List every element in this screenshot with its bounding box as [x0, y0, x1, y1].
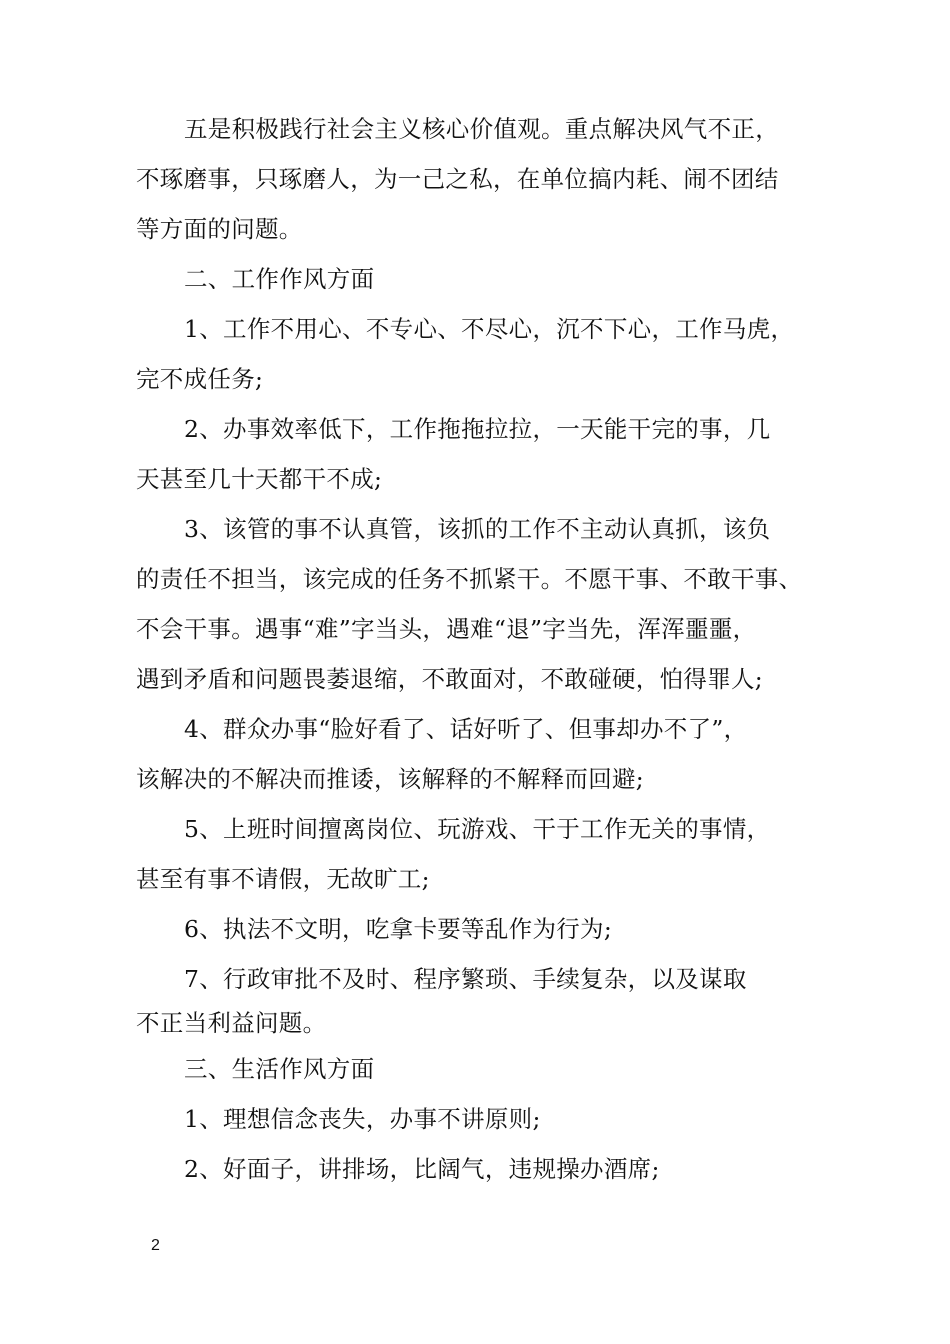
section-heading: 三、生活作风方面 — [184, 1055, 375, 1083]
paragraph-line: 2、办事效率低下，工作拖拖拉拉，一天能干完的事，几 — [184, 415, 771, 443]
paragraph-line: 1、理想信念丧失，办事不讲原则; — [184, 1105, 541, 1133]
paragraph-line: 不会干事。遇事“难”字当头，遇难“退”字当先，浑浑噩噩， — [136, 615, 757, 643]
paragraph-line: 7、行政审批不及时、程序繁琐、手续复杂，以及谋取 — [184, 965, 747, 993]
paragraph-line: 遇到矛盾和问题畏萎退缩，不敢面对，不敢碰硬，怕得罪人; — [136, 665, 764, 693]
paragraph-line: 1、工作不用心、不专心、不尽心，沉不下心，工作马虎， — [184, 315, 795, 343]
paragraph-line: 5、上班时间擅离岗位、玩游戏、干于工作无关的事情， — [184, 815, 771, 843]
paragraph-line: 不正当利益问题。 — [136, 1009, 327, 1037]
paragraph-line: 3、该管的事不认真管，该抓的工作不主动认真抓，该负 — [184, 515, 771, 543]
paragraph-line: 等方面的问题。 — [136, 215, 303, 243]
paragraph-line: 天甚至几十天都干不成; — [136, 465, 383, 493]
paragraph-line: 的责任不担当，该完成的任务不抓紧干。不愿干事、不敢干事、 — [136, 565, 803, 593]
paragraph-line: 4、群众办事“脸好看了、话好听了、但事却办不了”， — [184, 715, 748, 743]
page-number: 2 — [151, 1237, 160, 1254]
paragraph-line: 完不成任务; — [136, 365, 264, 393]
paragraph-line: 该解决的不解决而推诿，该解释的不解释而回避; — [136, 765, 645, 793]
paragraph-line: 五是积极践行社会主义核心价值观。重点解决风气不正， — [184, 115, 779, 143]
paragraph-line: 6、执法不文明，吃拿卡要等乱作为行为; — [184, 915, 613, 943]
paragraph-line: 甚至有事不请假，无故旷工; — [136, 865, 430, 893]
paragraph-line: 2、好面子，讲排场，比阔气，违规操办酒席; — [184, 1155, 660, 1183]
paragraph-line: 不琢磨事，只琢磨人，为一己之私，在单位搞内耗、闹不团结 — [136, 165, 779, 193]
section-heading: 二、工作作风方面 — [184, 265, 375, 293]
